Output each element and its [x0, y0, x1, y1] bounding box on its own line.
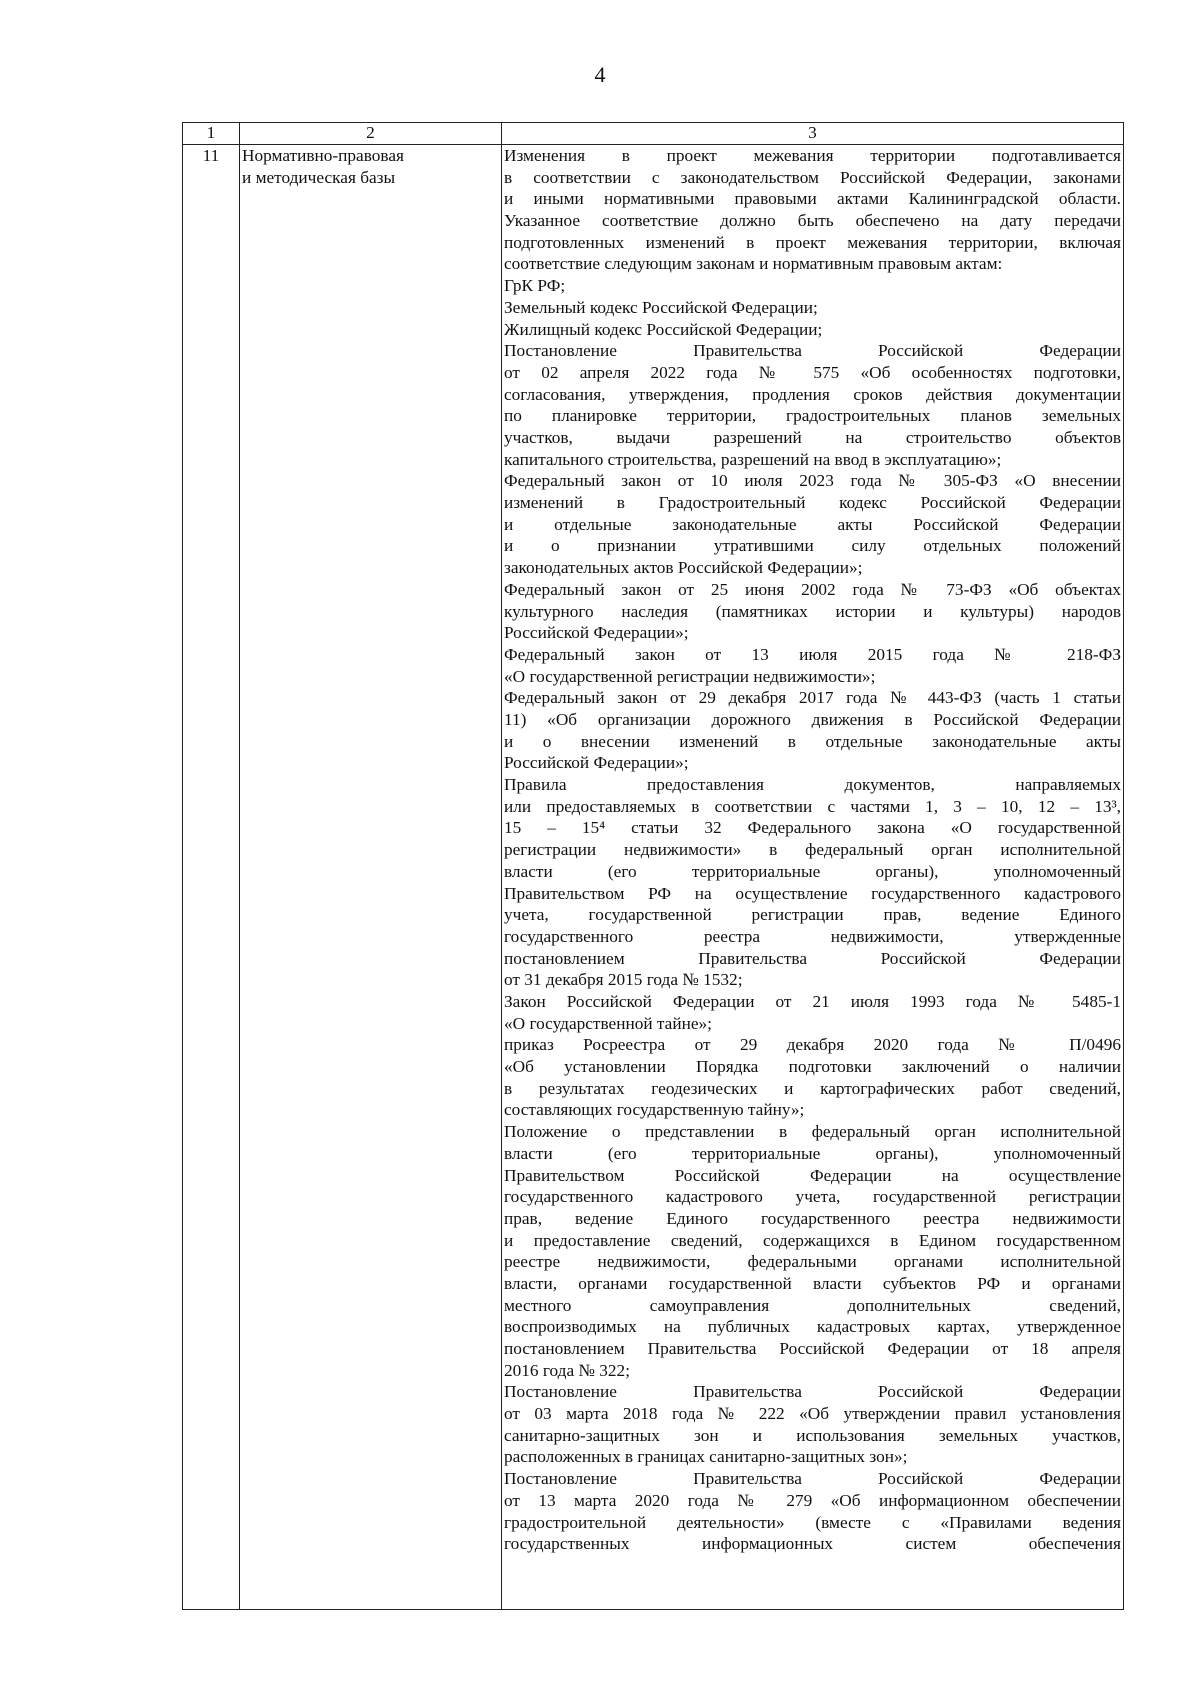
content-line: ГрК РФ;: [504, 276, 566, 296]
content-line: расположенных в границах санитарно-защитных зон»;: [504, 1447, 908, 1467]
content-line: от 31 декабря 2015 года № 1532;: [504, 970, 743, 990]
content-line: «О государственной тайне»;: [504, 1013, 712, 1033]
content-line: подготовленных изменений в проект межевания территории, включая: [504, 232, 1121, 252]
table-row: [183, 145, 1124, 1610]
content-line: Изменения в проект межевания территории подготавливается: [504, 146, 1121, 165]
content-line: Федеральный закон от 25 июня 2002 года № 73-ФЗ «Об объектах: [504, 579, 1121, 599]
content-line: или предоставляемых в соответствии с частями 1, 3 – 10, 12 – 13³,: [504, 796, 1121, 816]
content-line: от 13 марта 2020 года № 279 «Об информационном обеспечении: [504, 1490, 1121, 1510]
content-line: 11) «Об организации дорожного движения в Российской Федерации: [504, 710, 1121, 729]
row-topic: [240, 145, 502, 1610]
content-line: и о признании утратившими силу отдельных положений: [504, 536, 1121, 556]
content-line: санитарно-защитных зон и использования земельных участков,: [504, 1425, 1121, 1445]
content-line: Правила предоставления документов, направляемых: [504, 775, 1121, 795]
content-line: и о внесении изменений в отдельные законодательные акты: [504, 731, 1121, 751]
content-line: градостроительной деятельности» (вместе с «Правилами ведения: [504, 1512, 1121, 1532]
content-line: Положение о представлении в федеральный орган исполнительной: [504, 1122, 1121, 1142]
content-line: власти, органами государственной власти субъектов РФ и органами: [504, 1273, 1121, 1293]
content-line: государственного реестра недвижимости, утвержденные: [504, 926, 1121, 946]
content-line: участков, выдачи разрешений на строительство объектов: [504, 428, 1121, 447]
content-line: постановлением Правительства Российской Федерации: [504, 948, 1121, 968]
content-line: в соответствии с законодательством Российской Федерации, законами: [504, 167, 1121, 187]
content-line: Правительством РФ на осуществление государственного кадастрового: [504, 883, 1121, 903]
content-line: по планировке территории, градостроительных планов земельных: [504, 406, 1121, 426]
page-number: 4: [594, 62, 606, 87]
header-col-1: 1: [183, 123, 240, 145]
content-line: власти (его территориальные органы), уполномоченный: [504, 861, 1121, 881]
requirements-table: [182, 122, 1124, 1610]
content-line: воспроизводимых на публичных кадастровых картах, утвержденное: [504, 1317, 1121, 1337]
content-line: соответствие следующим законам и нормативным правовым актам:: [504, 254, 1003, 274]
content-line: от 03 марта 2018 года № 222 «Об утверждении правил установления: [504, 1404, 1121, 1424]
content-line: власти (его территориальные органы), уполномоченный: [504, 1143, 1121, 1163]
topic-line: Нормативно-правовая: [242, 146, 404, 165]
content-line: государственных информационных систем обеспечения: [504, 1534, 1121, 1554]
content-line: Российской Федерации»;: [504, 753, 689, 773]
content-line: Постановление Правительства Российской Федерации: [504, 1382, 1121, 1402]
content-line: Жилищный кодекс Российской Федерации;: [504, 319, 823, 339]
content-line: в результатах геодезических и картографических работ сведений,: [504, 1078, 1121, 1098]
content-line: 15 – 15⁴ статьи 32 Федерального закона «О государственной: [504, 818, 1121, 838]
content-line: капитального строительства, разрешений на ввод в эксплуатацию»;: [504, 449, 1002, 469]
header-col-3: 3: [502, 123, 1124, 145]
content-line: Закон Российской Федерации от 21 июля 1993 года № 5485-1: [504, 991, 1121, 1011]
content-line: законодательных актов Российской Федерации»;: [504, 558, 863, 578]
content-line: регистрации недвижимости» в федеральный орган исполнительной: [504, 840, 1121, 860]
content-line: постановлением Правительства Российской Федерации от 18 апреля: [504, 1339, 1121, 1358]
content-line: учета, государственной регистрации прав, ведение Единого: [504, 905, 1121, 925]
table-header-row: [183, 123, 1124, 145]
content-line: Постановление Правительства Российской Федерации: [504, 341, 1121, 361]
content-line: Указанное соответствие должно быть обеспечено на дату передачи: [504, 211, 1121, 231]
content-line: Федеральный закон от 13 июля 2015 года № 218-ФЗ: [504, 644, 1121, 664]
content-line: и предоставление сведений, содержащихся в Едином государственном: [504, 1230, 1121, 1250]
content-line: местного самоуправления дополнительных сведений,: [504, 1295, 1121, 1315]
content-line: 2016 года № 322;: [504, 1360, 630, 1380]
content-line: и отдельные законодательные акты Российской Федерации: [504, 514, 1121, 534]
content-line: согласования, утверждения, продления сроков действия документации: [504, 384, 1121, 404]
topic-line: и методическая базы: [242, 167, 396, 187]
content-line: и иными нормативными правовыми актами Калининградской области.: [504, 189, 1121, 209]
content-line: Российской Федерации»;: [504, 623, 689, 643]
content-line: от 02 апреля 2022 года № 575 «Об особенностях подготовки,: [504, 362, 1121, 382]
content-line: прав, ведение Единого государственного реестра недвижимости: [504, 1208, 1121, 1228]
content-line: составляющих государственную тайну»;: [504, 1100, 805, 1120]
content-line: «Об установлении Порядка подготовки заключений о наличии: [504, 1057, 1121, 1077]
row-content: [502, 145, 1124, 1610]
content-line: Федеральный закон от 10 июля 2023 года № 305-ФЗ «О внесении: [504, 471, 1121, 491]
content-line: изменений в Градостроительный кодекс Российской Федерации: [504, 493, 1121, 513]
content-line: культурного наследия (памятниках истории и культуры) народов: [504, 601, 1121, 621]
header-col-2: 2: [240, 123, 502, 145]
content-line: государственного кадастрового учета, государственной регистрации: [504, 1187, 1121, 1207]
content-line: приказ Росреестра от 29 декабря 2020 года № П/0496: [504, 1035, 1121, 1055]
content-line: Земельный кодекс Российской Федерации;: [504, 297, 818, 317]
content-line: реестре недвижимости, федеральными органами исполнительной: [504, 1252, 1121, 1272]
content-line: Постановление Правительства Российской Федерации: [504, 1469, 1121, 1489]
content-line: Правительством Российской Федерации на осуществление: [504, 1165, 1121, 1185]
row-number: 11: [183, 145, 240, 1610]
content-line: Федеральный закон от 29 декабря 2017 года № 443-ФЗ (часть 1 статьи: [504, 688, 1121, 708]
content-line: «О государственной регистрации недвижимости»;: [504, 666, 876, 686]
